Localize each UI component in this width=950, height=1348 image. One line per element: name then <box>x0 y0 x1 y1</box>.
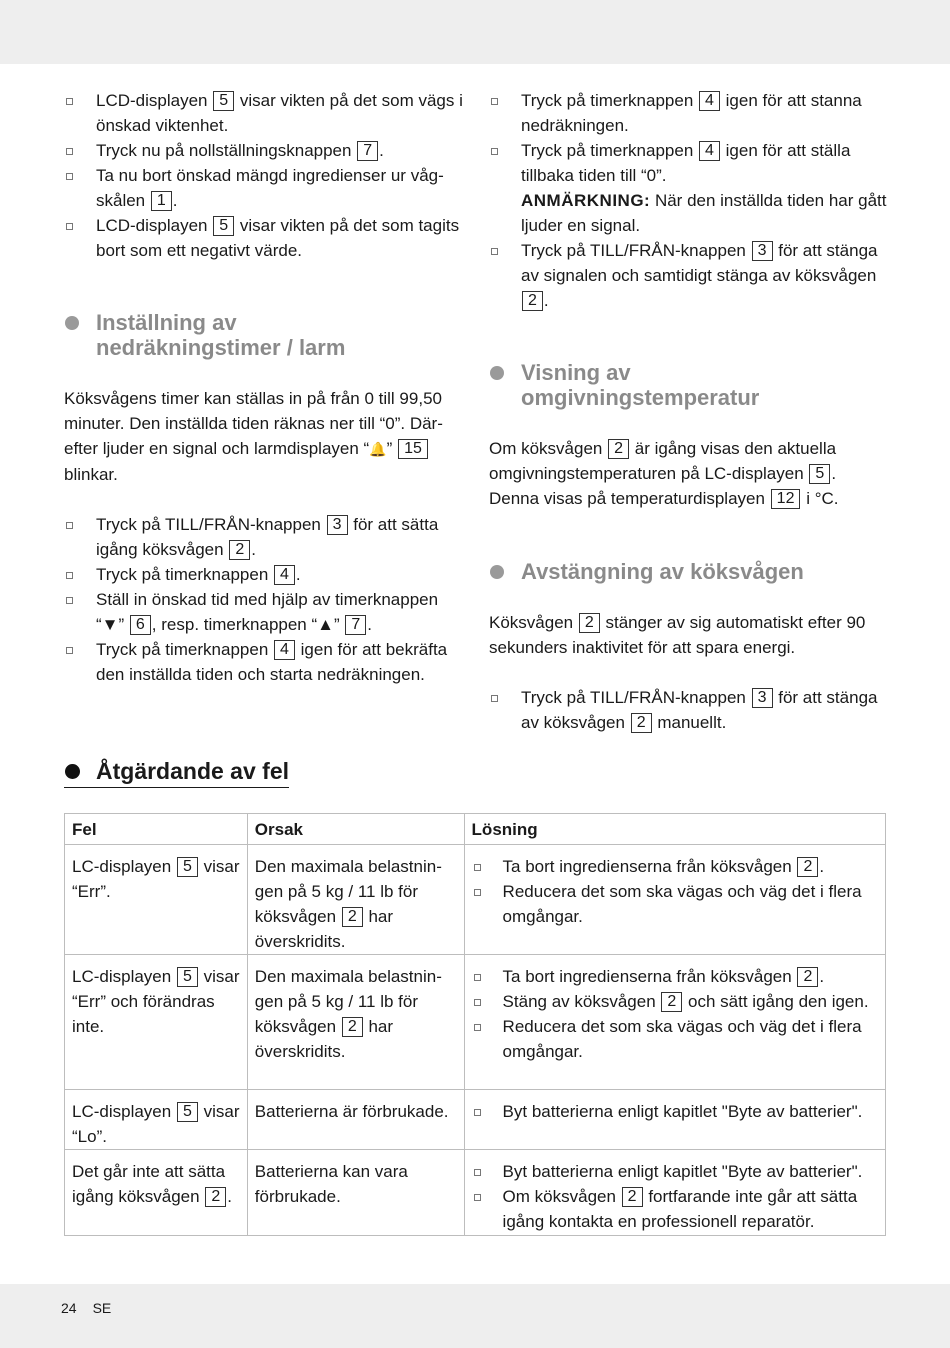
part-reference: 5 <box>213 216 234 236</box>
list-item: LCD-displayen 5 visar vikten på det som vägs i önskad viktenhet. <box>64 88 464 138</box>
orsak-cell: Den maximala belastningen på 5 kg / 11 lb för köksvågen 2 har överskridits. <box>247 845 464 955</box>
part-reference: 2 <box>608 439 629 459</box>
table-row <box>65 1090 886 1150</box>
temperature-description: Om köksvågen 2 är igång visas den aktuella omgivningstemperaturen på LC-displayen 5 . Denna visas på temperaturdisplayen 12 i °C. <box>489 439 839 508</box>
losning-cell <box>464 955 885 1090</box>
fel-cell: LC-displayen 5 visar “Err” och förändras inte. <box>65 955 248 1090</box>
list-item: LCD-displayen 5 visar vikten på det som tagits bort som ett negativt värde. <box>64 213 464 263</box>
part-reference: 4 <box>274 640 295 660</box>
note-label: ANMÄRKNING: <box>521 191 651 210</box>
section-heading-temperature: Visning av omgivningstemperatur <box>489 360 831 410</box>
list-item: Tryck på timerknappen 4 igen för att stanna nedräkningen. <box>489 88 889 138</box>
part-reference: 2 <box>797 857 818 877</box>
table-row <box>65 1150 886 1236</box>
list-item: Byt batterierna enligt kapitlet "Byte av batterier". <box>472 1099 878 1124</box>
table-row <box>65 955 886 1090</box>
part-reference: 1 <box>151 191 172 211</box>
list-item: Tryck på TILL/FRÅN-knappen 3 för att stänga av signalen och samtidigt stänga av köksvågen 2 . <box>489 238 889 313</box>
troubleshooting-table <box>64 813 886 1236</box>
list-item: Byt batterierna enligt kapitlet "Byte av batterier". <box>472 1159 878 1184</box>
fel-cell: LC-displayen 5 visar “Lo”. <box>65 1090 248 1150</box>
part-reference: 7 <box>357 141 378 161</box>
part-reference: 2 <box>522 291 543 311</box>
list-item: Tryck på timerknappen 4 . <box>64 562 464 587</box>
losning-cell <box>464 845 885 955</box>
column-header-fel: Fel <box>65 814 248 845</box>
part-reference: 3 <box>752 241 773 261</box>
orsak-cell: Batterierna är förbrukade. <box>247 1090 464 1150</box>
alarm-bell-icon: 🔔 <box>369 441 387 457</box>
part-reference: 2 <box>797 967 818 987</box>
table-row <box>65 845 886 955</box>
list-item: Stäng av köksvågen 2 och sätt igång den igen. <box>472 989 878 1014</box>
note: ANMÄRKNING: När den inställda tiden har gått ljuder en signal. <box>521 191 887 235</box>
orsak-cell: Batterierna kan vara förbrukade. <box>247 1150 464 1236</box>
footer-band <box>0 1284 950 1348</box>
list-item: Ta bort ingredienserna från köksvågen 2 . <box>472 964 878 989</box>
list-item: Om köksvågen 2 fortfarande inte går att sätta igång kontakta en professionell reparatör. <box>472 1184 878 1234</box>
solution-list <box>472 964 878 1064</box>
part-reference: 5 <box>177 967 198 987</box>
page-number: 24 <box>61 1300 77 1316</box>
losning-cell <box>464 1150 885 1236</box>
solution-list <box>472 1099 878 1124</box>
part-reference: 15 <box>398 439 428 459</box>
page-footer <box>61 1300 127 1316</box>
power-off-list <box>489 685 889 735</box>
part-reference: 5 <box>809 464 830 484</box>
timer-description: Köksvågens timer kan ställas in på från 0 till 99,50 minuter. Den inställda tiden räknas ner till “0”. Därefter ljuder en signal och larmdisplayen “🔔” 15 blinkar. <box>64 389 443 484</box>
timer-steps-list <box>64 512 464 687</box>
list-item: Reducera det som ska vägas och väg det i flera omgångar. <box>472 879 878 929</box>
list-item: Ta bort ingredienserna från köksvågen 2 . <box>472 854 878 879</box>
header-band <box>0 0 950 64</box>
list-item: Tryck på timerknappen 4 igen för att bekräfta den inställda tiden och starta nedräkningen. <box>64 637 464 687</box>
part-reference: 4 <box>699 91 720 111</box>
part-reference: 3 <box>752 688 773 708</box>
part-reference: 2 <box>622 1187 643 1207</box>
column-header-orsak: Orsak <box>247 814 464 845</box>
table-header-row <box>65 814 886 845</box>
part-reference: 2 <box>342 907 363 927</box>
language-code: SE <box>92 1300 112 1316</box>
part-reference: 3 <box>327 515 348 535</box>
part-reference: 5 <box>177 857 198 877</box>
list-item: Tryck på TILL/FRÅN-knappen 3 för att sätta igång köksvågen 2 . <box>64 512 464 562</box>
list-item: Ta nu bort önskad mängd ingredienser ur vågskålen 1 . <box>64 163 464 213</box>
power-off-description: Köksvågen 2 stänger av sig automatiskt efter 90 sekunders inaktivitet för att spara energi. <box>489 613 866 657</box>
part-reference: 12 <box>771 489 801 509</box>
solution-list <box>472 1159 878 1234</box>
section-heading-timer: Inställning av nedräkningstimer / larm <box>64 310 426 360</box>
part-reference: 2 <box>342 1017 363 1037</box>
list-item: Tryck nu på nollställningsknappen 7 . <box>64 138 464 163</box>
part-reference: 6 <box>130 615 151 635</box>
part-reference: 2 <box>579 613 600 633</box>
display-steps-list <box>64 88 464 263</box>
orsak-cell: Den maximala belastningen på 5 kg / 11 lb för köksvågen 2 har överskridits. <box>247 955 464 1090</box>
column-header-losning: Lösning <box>464 814 885 845</box>
timer-reset-list <box>489 88 889 313</box>
part-reference: 2 <box>631 713 652 733</box>
part-reference: 7 <box>345 615 366 635</box>
part-reference: 2 <box>661 992 682 1012</box>
list-item: Reducera det som ska vägas och väg det i flera omgångar. <box>472 1014 878 1064</box>
list-item: Tryck på TILL/FRÅN-knappen 3 för att stänga av köksvågen 2 manuellt. <box>489 685 889 735</box>
list-item: Ställ in önskad tid med hjälp av timerknappen “▼” 6 , resp. timerknappen “▲” 7 . <box>64 587 464 637</box>
part-reference: 5 <box>213 91 234 111</box>
losning-cell <box>464 1090 885 1150</box>
part-reference: 4 <box>274 565 295 585</box>
fel-cell: Det går inte att sätta igång köksvågen 2 . <box>65 1150 248 1236</box>
part-reference: 2 <box>205 1187 226 1207</box>
left-column <box>64 88 464 687</box>
solution-list <box>472 854 878 929</box>
part-reference: 2 <box>229 540 250 560</box>
part-reference: 5 <box>177 1102 198 1122</box>
fel-cell: LC-displayen 5 visar “Err”. <box>65 845 248 955</box>
part-reference: 4 <box>699 141 720 161</box>
right-column <box>489 88 889 735</box>
section-heading-power-off: Avstängning av köksvågen <box>489 559 889 584</box>
list-item: Tryck på timerknappen 4 igen för att ställa tillbaka tiden till “0”. ANMÄRKNING: När den inställda tiden har gått ljuder en signal. <box>489 138 889 238</box>
section-heading-troubleshooting: Åtgärdande av fel <box>64 757 289 788</box>
